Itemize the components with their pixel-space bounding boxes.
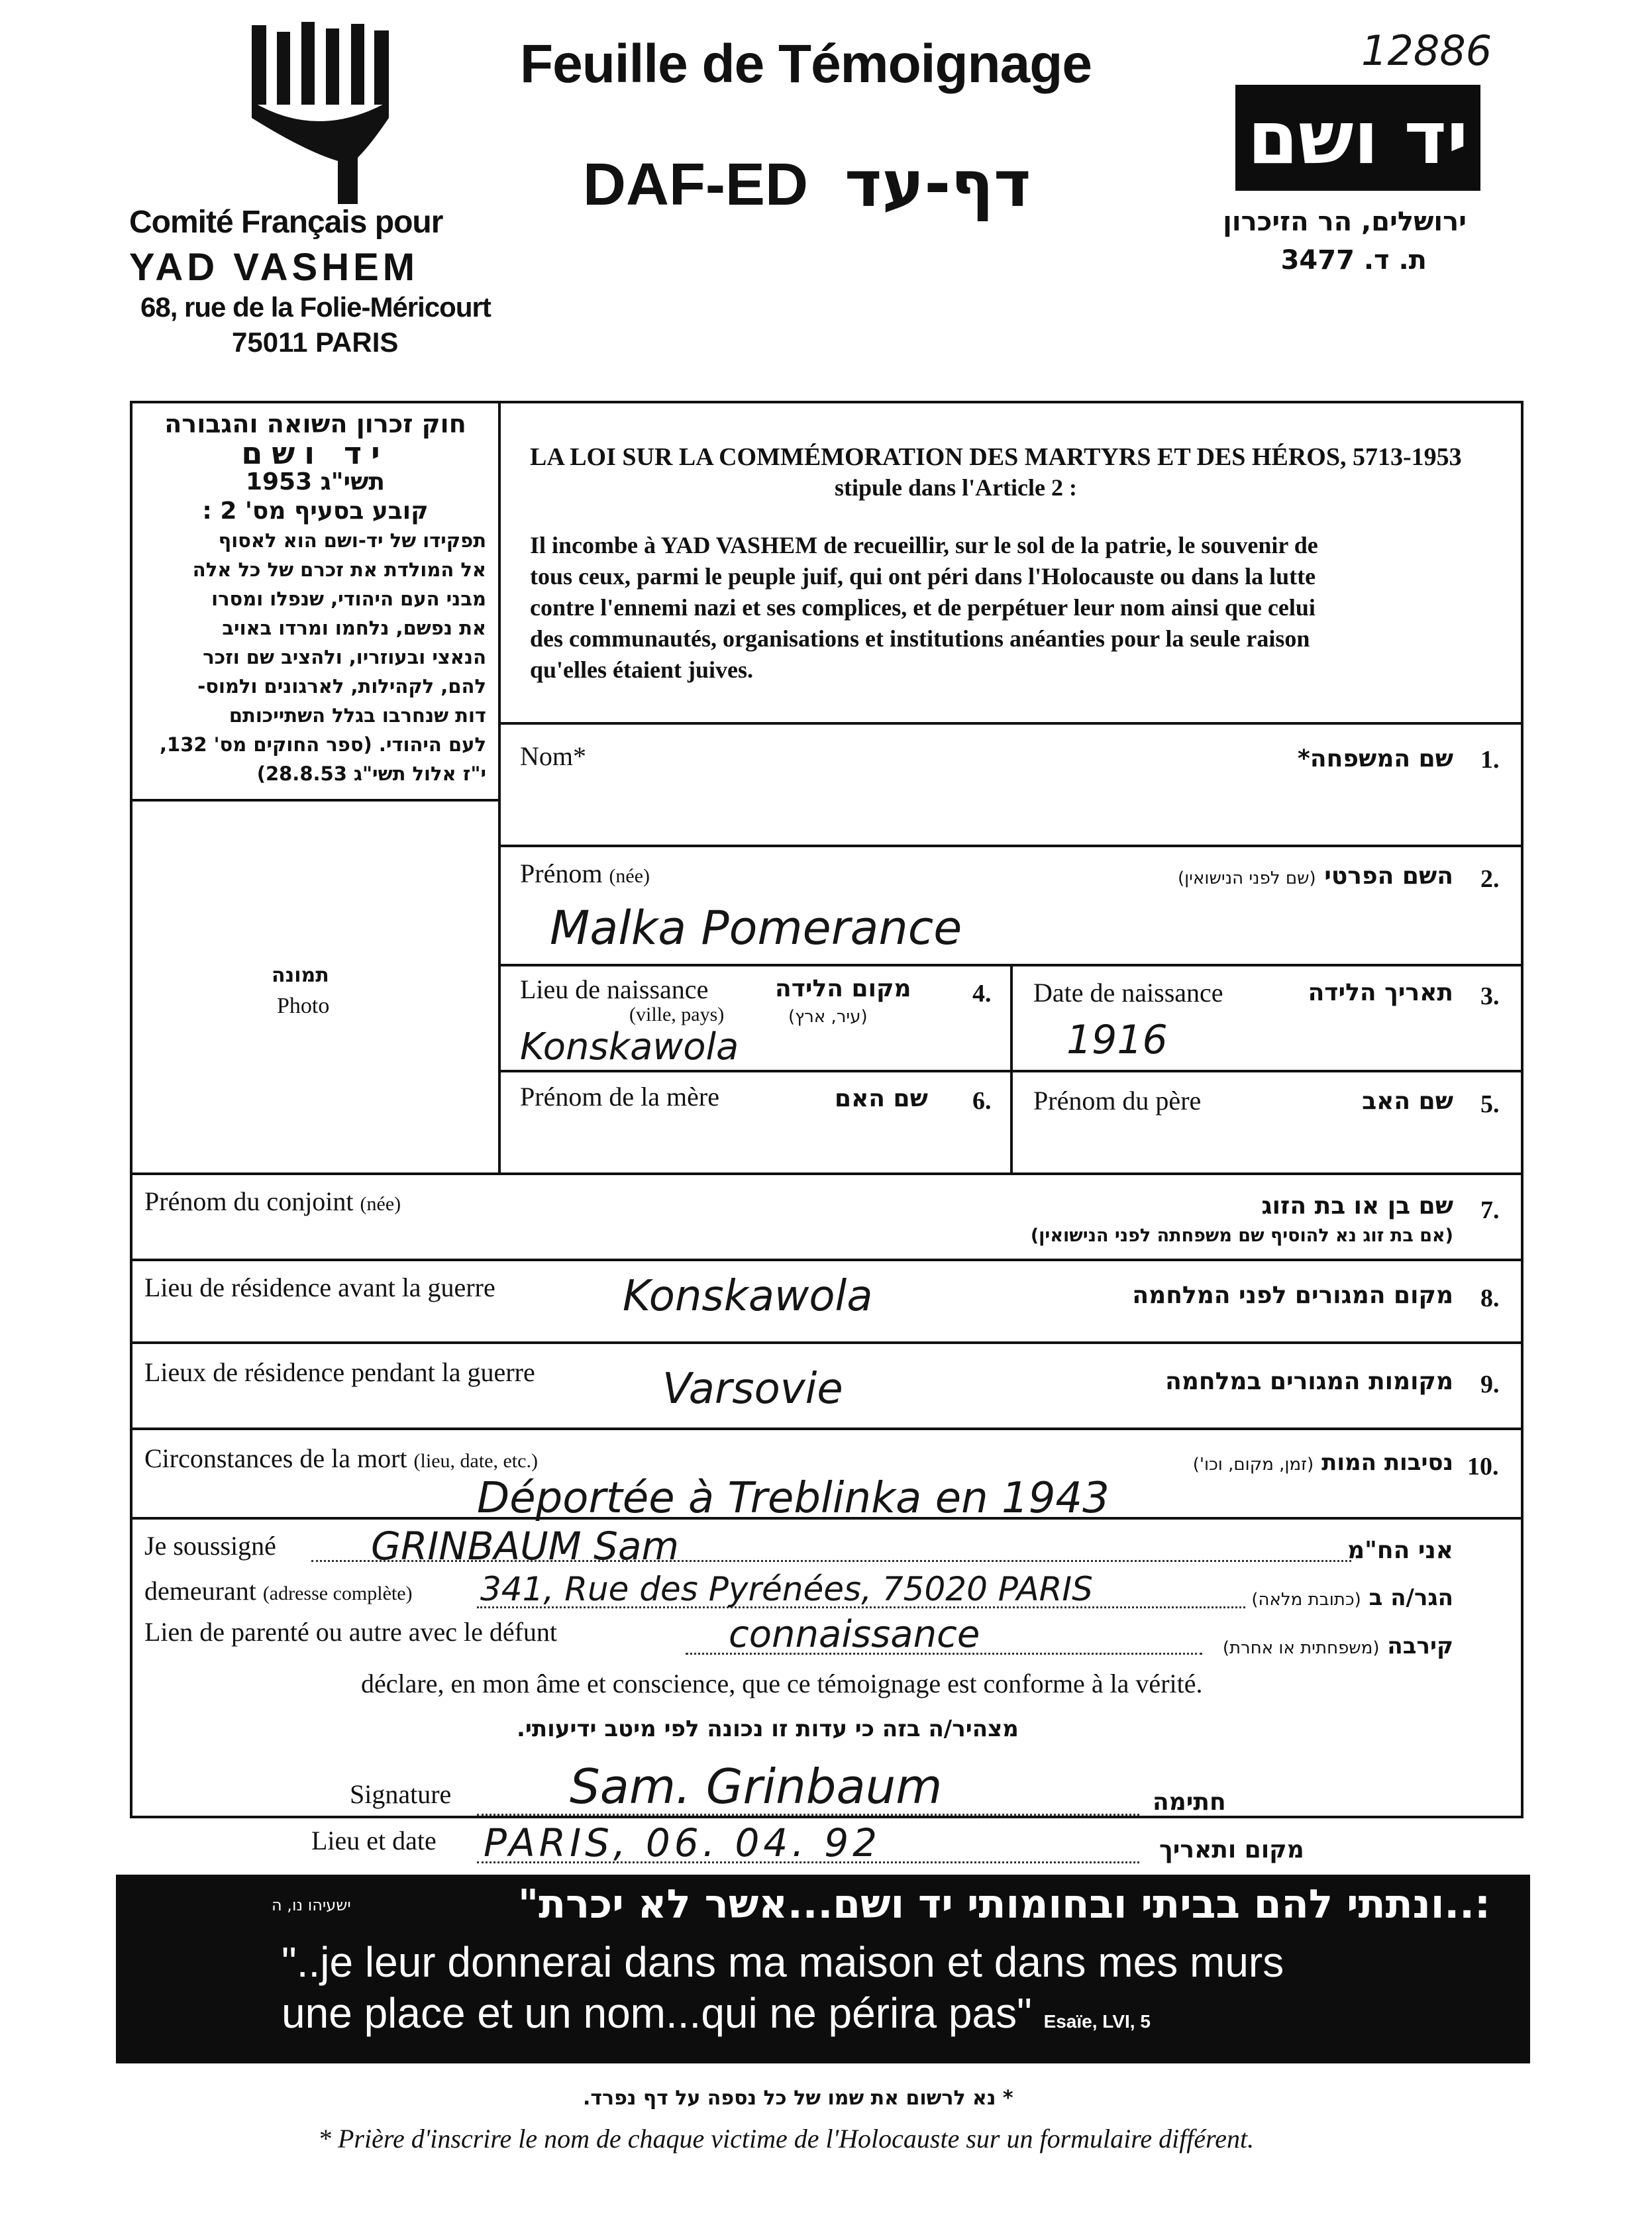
declaration-he: מצהיר/ה בזה כי עדות זו נכונה לפי מיטב ידיעותי. (517, 1716, 1019, 1742)
field-5-number: 5. (1480, 1090, 1500, 1118)
field-5-label-fr: Prénom du père (1033, 1086, 1202, 1116)
committee-yad-vashem: YAD VASHEM (129, 246, 419, 289)
field-8-value[interactable]: Konskawola (623, 1272, 873, 1321)
footer-hebrew: * נא לרשום את שמו של כל נספה על דף נפרד. (583, 2087, 1013, 2110)
field-3-label-fr: Date de naissance (1033, 978, 1223, 1008)
field-2-label-he-sub: (שם לפני הנישואין) (1177, 868, 1316, 888)
field-1-number: 1. (1480, 746, 1500, 774)
law-hebrew-line: י"ז אלול תשי"ג 28.8.53) (256, 762, 486, 785)
committee-street: 68, rue de la Folie-Méricourt (140, 291, 491, 323)
field-4-value[interactable]: Konskawola (520, 1025, 739, 1068)
field-7-label-main: Prénom du conjoint (144, 1186, 354, 1216)
lien-label-he-sub: (משפחתית או אחרת) (1222, 1638, 1380, 1658)
address-hebrew-1: ירושלים, הר הזיכרון (1223, 207, 1467, 237)
law-hebrew-line: דות שנחרבו בגלל השתייכותם (229, 704, 486, 727)
divider (130, 1172, 1523, 1175)
field-4-label-fr: Lieu de naissance (520, 974, 709, 1004)
divider (1010, 964, 1013, 1172)
soussigne-value[interactable]: GRINBAUM Sam (371, 1524, 679, 1569)
field-10-label-he (1193, 1449, 1453, 1476)
field-6-label-fr: Prénom de la mère (520, 1082, 719, 1112)
field-3-number: 3. (1480, 982, 1500, 1010)
demeurant-label-he-main: הגר/ה ב (1368, 1585, 1453, 1611)
signature-value[interactable]: Sam. Grinbaum (570, 1759, 943, 1814)
field-1-label-he: שם המשפחה* (1298, 745, 1453, 772)
lien-label-he (1223, 1633, 1453, 1659)
demeurant-label-he (1251, 1585, 1453, 1611)
photo-label-french: Photo (277, 994, 330, 1018)
soussigne-label-he: אני הח"מ (1347, 1537, 1453, 1564)
field-7-label-he-sub: (אם בת זוג נא להוסיף שם משפחתה לפני הנישואין) (1030, 1225, 1453, 1246)
law-hebrew-line: אל המולדת את זכרם של כל אלה (192, 558, 486, 581)
banner-french-line2 (282, 1989, 1151, 2038)
field-2-label-he (1178, 862, 1453, 890)
field-8-label-he: מקום המגורים לפני המלחמה (1132, 1282, 1453, 1309)
law-hebrew-line: הנאצי ובעוזריו, ולהציב שם וזכר (203, 646, 486, 668)
page-title: Feuille de Témoignage (520, 34, 1092, 94)
demeurant-label-fr (144, 1575, 413, 1606)
divider (498, 722, 501, 1172)
field-9-label-he: מקומות המגורים במלחמה (1165, 1368, 1453, 1395)
divider (130, 1259, 1523, 1261)
field-2-number: 2. (1480, 865, 1500, 893)
banner-french-line2-text: une place et un nom...qui ne périra pas" (282, 1989, 1032, 2037)
field-4-label-fr-sub: (ville, pays) (629, 1004, 725, 1025)
field-1-label-fr: Nom* (520, 741, 586, 771)
banner-hebrew: :..ונתתי להם בביתי ובחומותי יד ושם...אשר לא יכרת" (517, 1881, 1490, 1928)
divider (130, 1341, 1523, 1344)
field-4-label-he: מקום הלידה (775, 975, 911, 1002)
address-hebrew-2: ת. ד. 3477 (1280, 245, 1427, 276)
soussigne-label-fr: Je soussigné (144, 1531, 276, 1561)
field-6-label-he: שם האם (835, 1085, 928, 1112)
archive-number: 12886 (1361, 26, 1492, 75)
law-french-line: des communautés, organisations et institutions anéanties pour la seule raison (530, 625, 1310, 652)
lieu-date-value[interactable]: PARIS, 06. 04. 92 (484, 1820, 882, 1865)
field-10-label-main: Circonstances de la mort (144, 1443, 407, 1473)
field-10-label-fr (144, 1443, 538, 1474)
daf-ed-latin: DAF-ED (583, 152, 808, 218)
demeurant-label-sub: (adresse complète) (262, 1583, 413, 1604)
signature-label-fr: Signature (350, 1779, 452, 1809)
demeurant-label-he-sub: (כתובת מלאה) (1251, 1590, 1361, 1610)
divider (130, 1428, 1523, 1430)
banner-french-line1: "..je leur donnerai dans ma maison et dans mes murs (282, 1938, 1284, 1986)
demeurant-value[interactable]: 341, Rue des Pyrénées, 75020 PARIS (480, 1570, 1093, 1608)
law-hebrew-line: תפקידו של יד-ושם הוא לאסוף (218, 529, 486, 552)
demeurant-label-main: demeurant (144, 1576, 256, 1606)
declaration-fr: déclare, en mon âme et conscience, que ce témoignage est conforme à la vérité. (361, 1669, 1203, 1698)
field-9-label-fr: Lieux de résidence pendant la guerre (144, 1357, 535, 1387)
field-10-number: 10. (1467, 1453, 1499, 1481)
yad-vashem-logo-text: יד ושם (1247, 95, 1469, 180)
field-5-label-he: שם האב (1362, 1088, 1453, 1115)
field-2-label-he-main: השם הפרטי (1324, 862, 1453, 890)
field-2-label-main: Prénom (520, 858, 603, 888)
law-french-line: Il incombe à YAD VASHEM de recueillir, sur le sol de la patrie, le souvenir de (530, 532, 1318, 558)
field-7-number: 7. (1480, 1196, 1500, 1224)
law-french-line: tous ceux, parmi le peuple juif, qui ont péri dans l'Holocauste ou dans la lutte (530, 563, 1316, 590)
field-2-value[interactable]: Malka Pomerance (550, 901, 962, 955)
law-hebrew-line: יד ושם (241, 435, 389, 471)
field-2-label-sub: (née) (609, 865, 650, 887)
lien-value[interactable]: connaissance (729, 1613, 980, 1656)
footer-french: * Prière d'inscrire le nom de chaque victime de l'Holocauste sur un formulaire différent. (318, 2124, 1255, 2154)
field-8-number: 8. (1480, 1284, 1500, 1312)
law-french-body (530, 530, 1497, 686)
field-2-label-fr (520, 858, 650, 889)
field-7-label-he: שם בן או בת הזוג (1261, 1192, 1453, 1220)
law-hebrew-line: את נפשם, נלחמו ומרדו באויב (222, 617, 486, 639)
committee-city: 75011 PARIS (232, 327, 399, 358)
lien-label-he-main: קירבה (1387, 1633, 1453, 1659)
law-hebrew-line: מבני העם היהודי, שנפלו ומסרו (211, 588, 486, 610)
field-4-number: 4. (972, 980, 992, 1008)
law-hebrew-line: להם, לקהילות, לארגונים ולמוס- (197, 675, 486, 698)
law-hebrew-line: קובע בסעיף מס' 2 : (202, 497, 429, 525)
field-10-label-he-sub: (זמן, מקום, וכו') (1192, 1455, 1314, 1475)
signature-label-he: חתימה (1153, 1789, 1226, 1816)
divider (498, 845, 1523, 847)
lien-label-fr: Lien de parenté ou autre avec le défunt (144, 1617, 558, 1647)
law-hebrew-line: תשי"ג 1953 (245, 468, 386, 495)
field-3-label-he: תאריך הלידה (1308, 979, 1453, 1006)
photo-label-hebrew: תמונה (272, 964, 329, 987)
committee-name: Comité Français pour (129, 205, 443, 240)
field-7-label-sub: (née) (360, 1193, 401, 1215)
field-4-label-he-sub: (עיר, ארץ) (788, 1007, 868, 1027)
field-6-number: 6. (972, 1087, 992, 1115)
law-french-line: qu'elles étaient juives. (530, 656, 753, 683)
law-french-title: LA LOI SUR LA COMMÉMORATION DES MARTYRS ET DES HÉROS, 5713-1953 (530, 443, 1462, 471)
quote-banner (116, 1875, 1530, 2063)
banner-french-ref: Esaïe, LVI, 5 (1043, 2011, 1151, 2032)
field-10-label-he-main: נסיבות המות (1321, 1449, 1453, 1476)
lieu-date-label-he: מקום ותאריך (1159, 1836, 1304, 1863)
yad-vashem-logo (1235, 85, 1480, 191)
law-french-subtitle: stipule dans l'Article 2 : (835, 474, 1077, 501)
law-french-line: contre l'ennemi nazi et ses complices, et de perpétuer leur nom ainsi que celui (530, 594, 1316, 621)
field-9-number: 9. (1480, 1371, 1500, 1398)
field-8-label-fr: Lieu de résidence avant la guerre (144, 1273, 495, 1302)
yad-vashem-emblem-icon (238, 19, 411, 211)
banner-hebrew-ref: ישעיהו נו, ה (272, 1896, 351, 1914)
law-hebrew-text (139, 409, 491, 788)
law-hebrew-line: חוק זכרון השואה והגבורה (164, 409, 466, 439)
field-10-label-sub: (lieu, date, etc.) (413, 1450, 538, 1472)
divider (498, 722, 1523, 725)
field-3-value[interactable]: 1916 (1066, 1017, 1168, 1063)
field-7-label-fr (144, 1186, 401, 1217)
field-10-value[interactable]: Déportée à Treblinka en 1943 (477, 1474, 1110, 1523)
law-hebrew-line: לעם היהודי. (ספר החוקים מס' 132, (159, 733, 486, 756)
field-9-value[interactable]: Varsovie (662, 1365, 843, 1414)
lieu-date-label-fr: Lieu et date (311, 1826, 437, 1855)
daf-ed-hebrew: דף-עד (845, 147, 1031, 221)
